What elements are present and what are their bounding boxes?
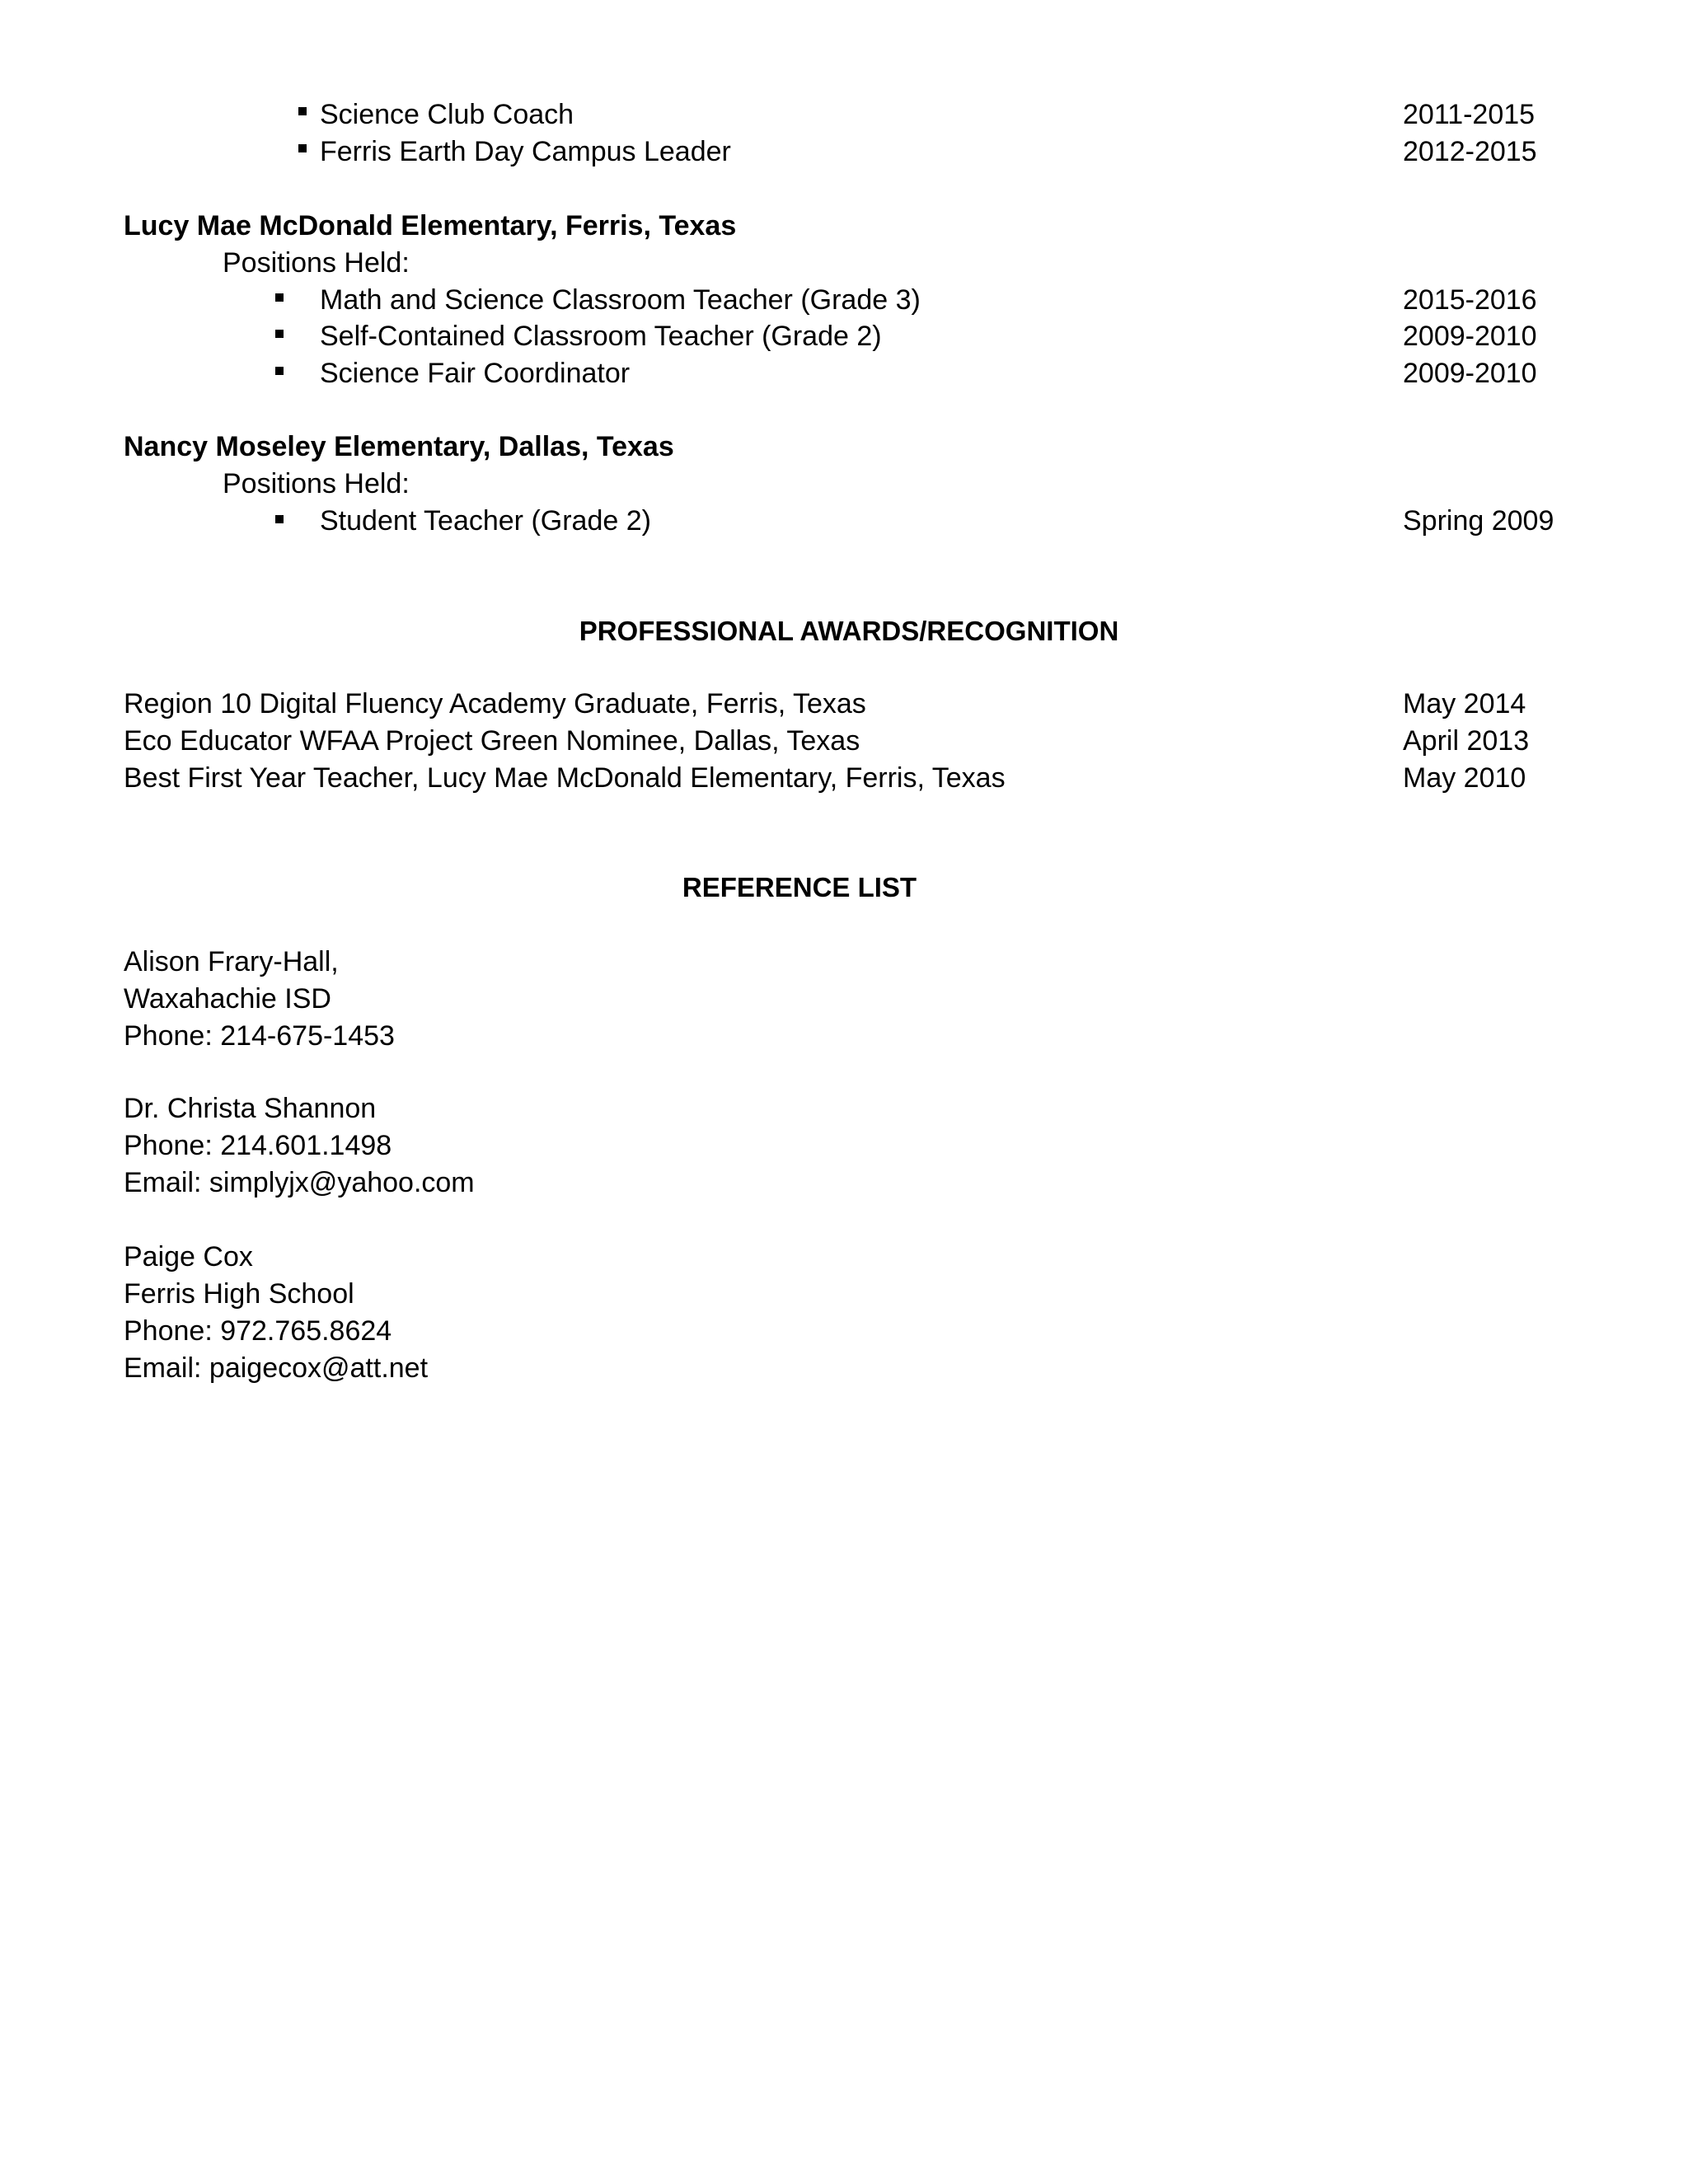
school-heading: Lucy Mae McDonald Elementary, Ferris, Texas <box>124 210 737 241</box>
position-date: 2015-2016 <box>1403 284 1537 316</box>
school-heading: Nancy Moseley Elementary, Dallas, Texas <box>124 431 674 462</box>
reference-phone: Phone: 214.601.1498 <box>124 1130 392 1161</box>
reference-organization: Ferris High School <box>124 1278 354 1310</box>
reference-name: Dr. Christa Shannon <box>124 1093 377 1124</box>
position-date: 2011-2015 <box>1403 99 1536 130</box>
reference-phone: Phone: 972.765.8624 <box>124 1315 392 1347</box>
bullet-icon <box>298 107 307 115</box>
reference-name: Alison Frary-Hall, <box>124 946 339 977</box>
position-item: Student Teacher (Grade 2) <box>320 505 651 537</box>
bullet-icon <box>275 293 284 302</box>
award-date: April 2013 <box>1403 725 1530 757</box>
position-item: Math and Science Classroom Teacher (Grade 3) <box>320 284 921 316</box>
bullet-icon <box>275 330 284 338</box>
position-item: Ferris Earth Day Campus Leader <box>320 136 731 167</box>
awards-heading: PROFESSIONAL AWARDS/RECOGNITION <box>579 616 1119 646</box>
position-date: 2012-2015 <box>1403 136 1537 167</box>
position-item: Science Fair Coordinator <box>320 358 631 389</box>
award-item: Best First Year Teacher, Lucy Mae McDonald Elementary, Ferris, Texas <box>124 762 1006 794</box>
bullet-icon <box>275 367 284 375</box>
reference-name: Paige Cox <box>124 1241 253 1272</box>
position-date: Spring 2009 <box>1403 505 1554 537</box>
award-date: May 2010 <box>1403 762 1526 794</box>
bullet-icon <box>298 144 307 152</box>
reference-phone: Phone: 214-675-1453 <box>124 1020 395 1052</box>
reference-email: Email: simplyjx@yahoo.com <box>124 1167 475 1198</box>
position-date: 2009-2010 <box>1403 321 1537 352</box>
bullet-icon <box>275 515 284 523</box>
position-item: Self-Contained Classroom Teacher (Grade 2) <box>320 321 882 352</box>
reference-email: Email: paigecox@att.net <box>124 1352 429 1384</box>
reference-organization: Waxahachie ISD <box>124 983 331 1015</box>
position-item: Science Club Coach <box>320 99 574 130</box>
reference-list-heading: REFERENCE LIST <box>682 872 917 902</box>
positions-held-label: Positions Held: <box>223 468 410 499</box>
position-date: 2009-2010 <box>1403 358 1537 389</box>
award-date: May 2014 <box>1403 688 1526 719</box>
award-item: Region 10 Digital Fluency Academy Graduate, Ferris, Texas <box>124 688 866 719</box>
positions-held-label: Positions Held: <box>223 247 410 279</box>
award-item: Eco Educator WFAA Project Green Nominee, Dallas, Texas <box>124 725 860 757</box>
